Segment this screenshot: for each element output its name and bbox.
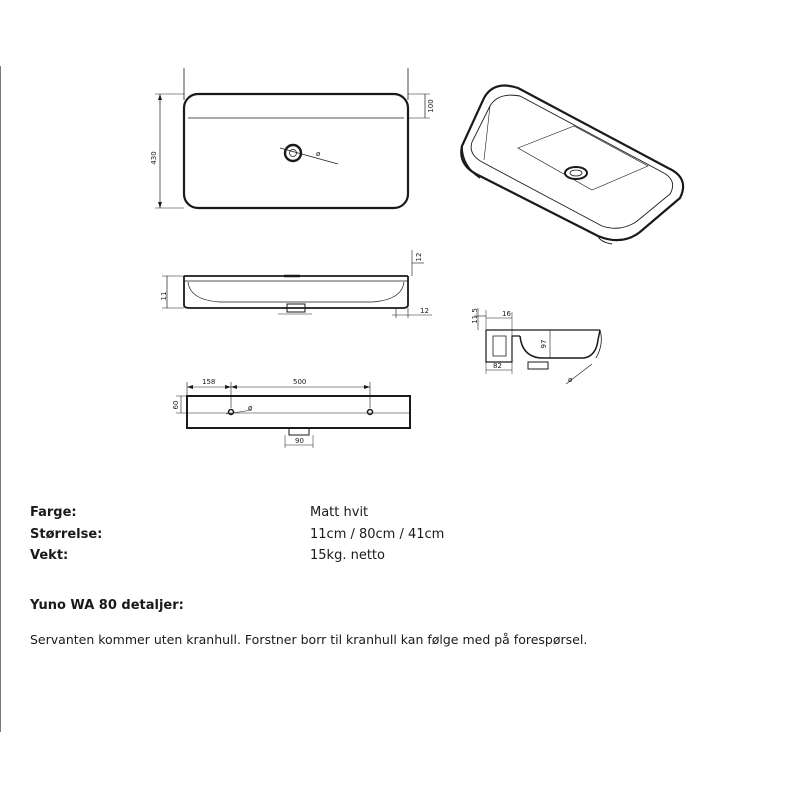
side-view: [162, 250, 432, 318]
dim-front-diameter-label: ø: [248, 404, 253, 412]
spec-label: Farge:: [30, 505, 77, 520]
dim-side-lip-label: 12: [420, 307, 429, 315]
spec-value: 15kg. netto: [310, 548, 385, 563]
spec-row-weight: [30, 548, 590, 570]
dim-section-wall-label: 16: [502, 310, 511, 318]
spec-label: Størrelse:: [30, 526, 103, 542]
details-text: Servanten kommer uten kranhull. Forstner borr til kranhull kan følge med på forespørsel.: [30, 632, 588, 647]
dim-edge-label: 100: [427, 99, 435, 113]
dim-front-offset-label: 158: [202, 378, 216, 386]
dim-section-top-label: 11.5: [471, 308, 479, 324]
dim-side-height-label: 11: [160, 291, 168, 301]
spec-row-color: [30, 505, 590, 527]
details-heading: Yuno WA 80 detaljer:: [30, 598, 184, 613]
dim-side-rim-label: 12: [415, 252, 423, 262]
spec-label: Vekt:: [30, 548, 69, 563]
section-view: [474, 308, 601, 384]
dim-section-diameter-label: ø: [568, 376, 573, 384]
spec-row-size: [30, 527, 590, 549]
front-view: [176, 382, 410, 448]
spec-value: Matt hvit: [310, 505, 369, 520]
dim-depth-label: 430: [150, 151, 158, 165]
dim-top-diameter-label: ø: [316, 150, 321, 158]
dim-front-drain-label: 90: [295, 437, 304, 445]
top-view: [155, 68, 430, 208]
dim-front-spacing-label: 500: [293, 378, 307, 386]
spec-table: [30, 505, 590, 570]
dim-section-depth-label: 97: [540, 339, 548, 349]
dim-section-bottom-label: 82: [493, 362, 502, 370]
spec-value: 11cm / 80cm / 41cm: [310, 526, 445, 542]
perspective-view: [461, 86, 683, 244]
dim-front-height-label: 60: [172, 400, 180, 410]
